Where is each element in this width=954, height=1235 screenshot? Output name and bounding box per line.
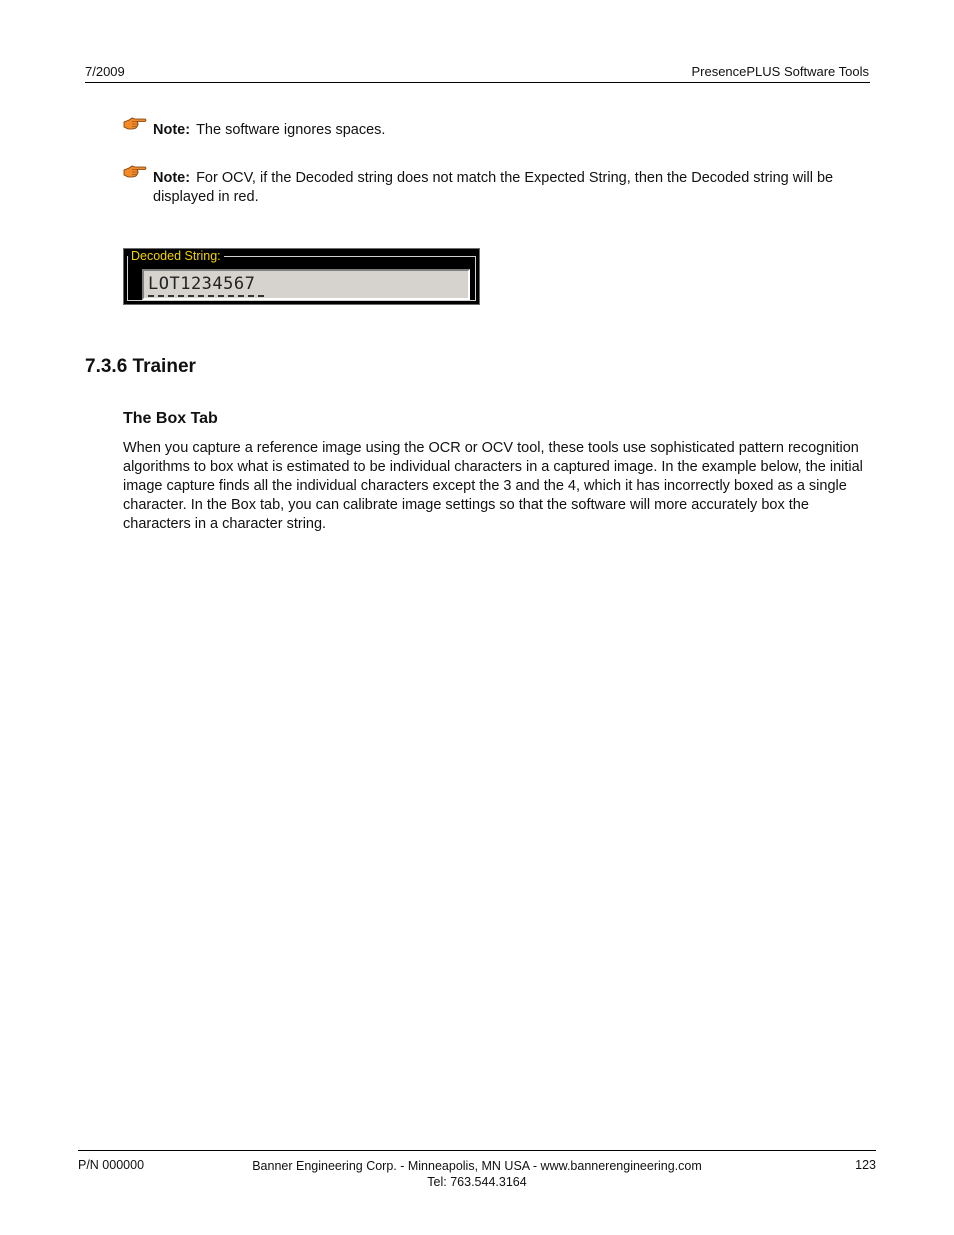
footer-tel-line: Tel: 763.544.3164 bbox=[427, 1175, 527, 1189]
body-paragraph: When you capture a reference image using the OCR or OCV tool, these tools use sophisticated pattern recognition algorithms to box what is estimated to be individual characters in a captured image. In the example below, the initial image capture finds all the individual characters except the 3 and the 4, which it has incorrectly boxed as a single character. In the Box tab, you can calibrate image settings so that the software will more accurately box the characters in a character string. bbox=[123, 440, 863, 532]
note-text: For OCV, if the Decoded string does not match the Expected String, then the Decoded string will be displayed in red. bbox=[153, 170, 834, 205]
note-text: The software ignores spaces. bbox=[196, 122, 386, 138]
note-ocv bbox=[123, 169, 873, 207]
decoded-string-field[interactable] bbox=[142, 269, 470, 300]
decoded-string-panel bbox=[123, 248, 480, 305]
footer-page-number: 123 bbox=[855, 1158, 876, 1172]
pointing-hand-icon bbox=[123, 164, 147, 180]
note-label: Note: bbox=[153, 122, 191, 138]
decoded-string-label: Decoded String: bbox=[128, 249, 224, 263]
note-label: Note: bbox=[153, 170, 191, 186]
note-spaces bbox=[123, 121, 873, 140]
footer-part-number: P/N 000000 bbox=[78, 1158, 145, 1172]
pointing-hand-icon bbox=[123, 116, 147, 132]
header-title: PresencePLUS Software Tools bbox=[691, 64, 869, 79]
character-underline bbox=[148, 295, 264, 297]
decoded-string-value: LOT1234567 bbox=[148, 274, 256, 294]
footer-divider bbox=[78, 1150, 876, 1151]
header-date: 7/2009 bbox=[85, 64, 125, 79]
header-divider bbox=[85, 82, 870, 83]
subsection-title: The Box Tab bbox=[123, 410, 218, 427]
footer-company bbox=[200, 1158, 754, 1190]
footer-company-line: Banner Engineering Corp. - Minneapolis, MN USA - www.bannerengineering.com bbox=[252, 1159, 702, 1173]
section-title: 7.3.6 Trainer bbox=[85, 356, 196, 377]
